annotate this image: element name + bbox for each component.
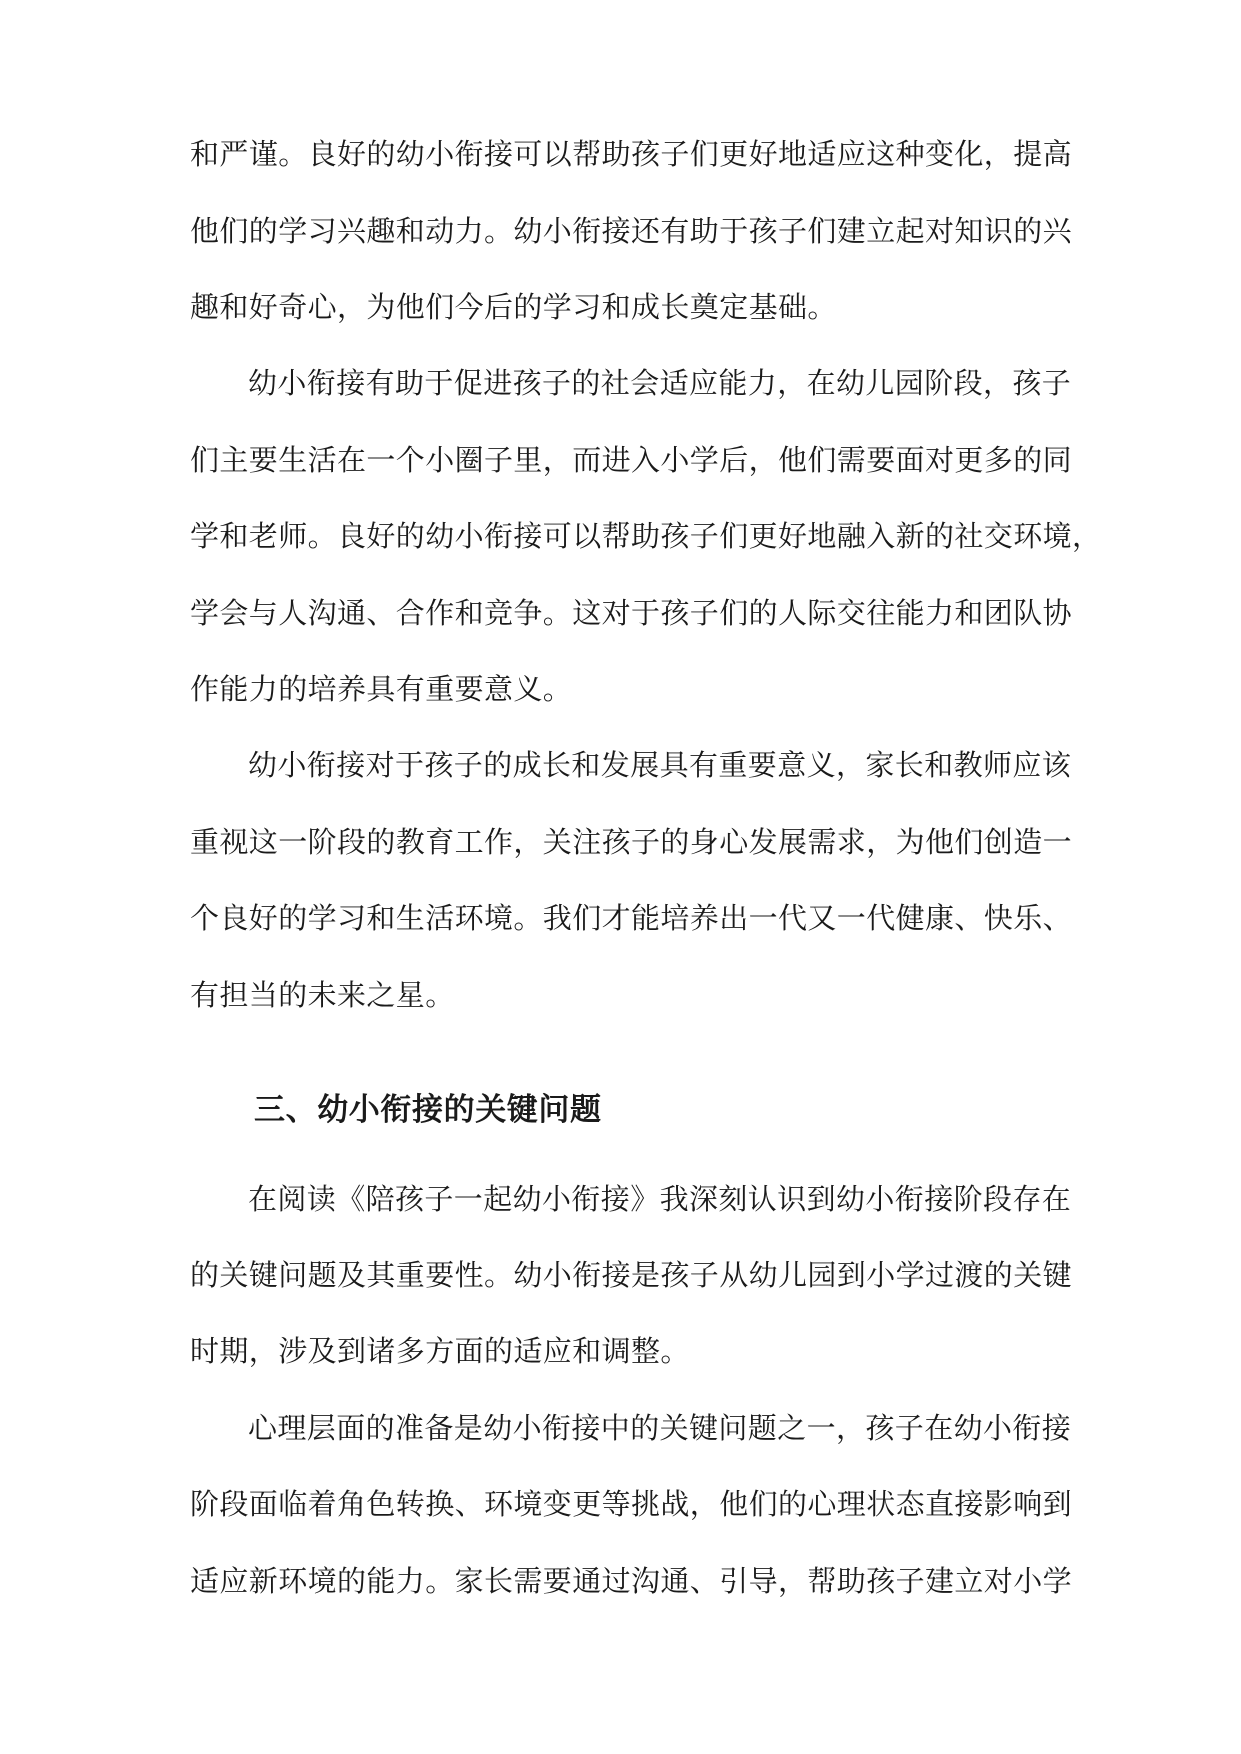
section-paragraph-2-line-1: 心理层面的准备是幼小衔接中的关键问题之一，孩子在幼小衔接 xyxy=(248,1411,1072,1445)
section-heading: 三、幼小衔接的关键问题 xyxy=(254,1092,602,1128)
paragraph-2-line-2: 们主要生活在一个小圈子里，而进入小学后，他们需要面对更多的同 xyxy=(190,443,1073,477)
section-paragraph-1-line-3: 时期，涉及到诸多方面的适应和调整。 xyxy=(190,1334,690,1368)
paragraph-2-line-5: 作能力的培养具有重要意义。 xyxy=(190,672,573,706)
section-paragraph-1-line-2: 的关键问题及其重要性。幼小衔接是孩子从幼儿园到小学过渡的关键 xyxy=(190,1258,1073,1292)
paragraph-3-line-1: 幼小衔接对于孩子的成长和发展具有重要意义，家长和教师应该 xyxy=(248,748,1072,782)
paragraph-3-line-4: 有担当的未来之星。 xyxy=(190,978,455,1012)
paragraph-1-line-2: 他们的学习兴趣和动力。幼小衔接还有助于孩子们建立起对知识的兴 xyxy=(190,214,1073,248)
section-paragraph-2-line-3: 适应新环境的能力。家长需要通过沟通、引导，帮助孩子建立对小学 xyxy=(190,1564,1073,1598)
paragraph-3-line-2: 重视这一阶段的教育工作，关注孩子的身心发展需求，为他们创造一 xyxy=(190,825,1073,859)
paragraph-1-line-1: 和严谨。良好的幼小衔接可以帮助孩子们更好地适应这种变化，提高 xyxy=(190,137,1073,171)
section-paragraph-2-line-2: 阶段面临着角色转换、环境变更等挑战，他们的心理状态直接影响到 xyxy=(190,1487,1073,1521)
paragraph-2-line-1: 幼小衔接有助于促进孩子的社会适应能力，在幼儿园阶段，孩子 xyxy=(248,366,1072,400)
paragraph-1-line-3: 趣和好奇心，为他们今后的学习和成长奠定基础。 xyxy=(190,290,837,324)
paragraph-2-line-3: 学和老师。良好的幼小衔接可以帮助孩子们更好地融入新的社交环境， xyxy=(190,519,1102,553)
paragraph-2-line-4: 学会与人沟通、合作和竞争。这对于孩子们的人际交往能力和团队协 xyxy=(190,596,1073,630)
section-paragraph-1-line-1: 在阅读《陪孩子一起幼小衔接》我深刻认识到幼小衔接阶段存在 xyxy=(248,1182,1072,1216)
paragraph-3-line-3: 个良好的学习和生活环境。我们才能培养出一代又一代健康、快乐、 xyxy=(190,901,1073,935)
